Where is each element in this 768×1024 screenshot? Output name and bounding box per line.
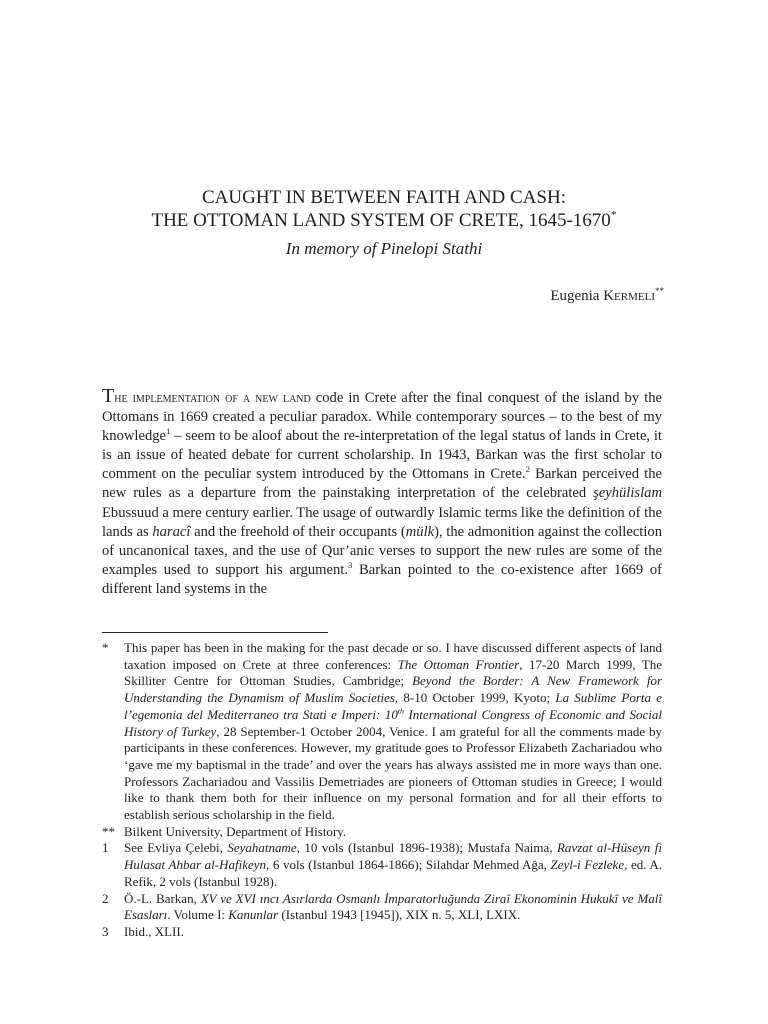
paragraph-text: Barkan perceived the new rules as a departure from the painstaking interpretation of the celebrated (102, 466, 662, 502)
title-line-2 (0, 209, 768, 232)
footnote-text: Bilkent University, Department of History. (124, 823, 347, 839)
title-line-1: CAUGHT IN BETWEEN FAITH AND CASH: (202, 187, 566, 208)
footnote-1 (102, 840, 662, 890)
italic-term: haracî (152, 523, 191, 540)
footnote-span: International Congress of Economic and Social History of Turkey (124, 706, 663, 739)
footnote-italic: The Ottoman Frontier (397, 656, 520, 672)
footnote-text (124, 891, 662, 924)
paragraph-text: Ebussuud a mere century earlier. The usage of outwardly Islamic terms like the definition of the lands as (102, 504, 662, 540)
footnote-span: , 28 September-1 October 2004, Venice. I am grateful for all the comments made by participants in these conferences. However, my gratitude goes to Professor Elizabeth Zachariadou who ‘gave me my baptismal in the trade’ and over the years has always assisted me in more ways than one. Professors Zachariadou and Vassilis Demetriades are pioneers of Ottoman studies in Greece; I would like to thank them both for their influence on my personal formation and for all their efforts to establish serious scholarship in the field. (124, 723, 663, 823)
footnote-ordinal: th (397, 706, 404, 716)
drop-cap: T (102, 385, 115, 407)
footnote-span: (Istanbul 1943 [1945]), XIX n. 5, XLI, LXIX. (278, 907, 521, 923)
footnote-mark: ** (102, 823, 115, 839)
paragraph-text: and the freehold of their occupants ( (190, 523, 406, 540)
footnote-3 (102, 924, 662, 941)
footnote-ref-2[interactable]: 2 (525, 464, 530, 475)
footnote-span: La Sublime Porta e l’egemonia del Mediterraneo tra Stati e Imperi: 10 (124, 690, 663, 722)
author-last-name: Kermeli (603, 288, 655, 304)
paragraph-text: ), the admonition against the collection of uncanonical taxes, and the use of Qur’anic verses to support the new rules are some of the examples used to support his argument. (102, 523, 662, 578)
footnote-divider (102, 632, 328, 633)
footnote-span: , 17-20 March 1999, The Skilliter Centre for Ottoman Studies, Cambridge; (124, 656, 663, 689)
italic-term: şeyhülislam (593, 485, 662, 502)
opening-paragraph (102, 387, 662, 599)
footnote-ref-3[interactable]: 3 (347, 559, 353, 570)
author-footnote-mark: ** (655, 286, 664, 296)
paragraph-text: – seem to be aloof about the re-interpretation of the legal status of lands in Crete, it is an issue of heated debate for current scholarship. In 1943, Barkan was the first scholar to comment on the peculiar system introduced by the Ottomans in Crete. (102, 428, 662, 483)
footnote-italic: Beyond the Border: A New Framework for Understanding the Dynamism of Muslim Societies (124, 673, 662, 706)
footnote-italic: Kanunlar (228, 907, 279, 923)
lead-in-small-caps: he implementation of a new land (114, 390, 311, 406)
footnote-italic: XV ve XVI ıncı Asırlarda Osmanlı İmparatorluğunda Ziraî Ekonominin Hukukî ve Malî Esasları (124, 890, 662, 923)
footnote-2 (102, 891, 662, 924)
paragraph-text: code in Crete after the final conquest of the island by the Ottomans in 1669 created a peculiar paradox. While contemporary sources – to the best of my knowledge (102, 390, 662, 445)
footnote-italic: Seyahatname (227, 840, 297, 856)
footnote-text (124, 640, 662, 824)
footnote-span: See Evliya Çelebi, (124, 840, 228, 856)
footnote-text (124, 840, 662, 890)
footnote-span: , 10 vols (Istanbul 1896-1938); Mustafa Naima, (296, 840, 557, 856)
footnote-span: Ö.-L. Barkan, (124, 890, 201, 906)
footnote-mark: 1 (102, 840, 109, 856)
paragraph-text: Barkan pointed to the co-existence after 1669 of different land systems in the (102, 561, 662, 597)
footnote-text: Ibid., XLII. (124, 923, 184, 939)
author-first-name: Eugenia (550, 288, 600, 304)
footnote-span: This paper has been in the making for the past decade or so. I have discussed different aspects of land taxation imposed on Crete at three conferences: (124, 640, 662, 672)
footnote-span: , ed. A. Refik, 2 vols (Istanbul 1928). (124, 857, 662, 889)
title-line-2-text: THE OTTOMAN LAND SYSTEM OF CRETE, 1645-1670 (151, 210, 611, 231)
footnote-mark: 2 (102, 890, 109, 906)
footnote-span: . Volume I: (167, 907, 229, 923)
footnote-span: , 8-10 October 1999, Kyoto; (394, 690, 556, 706)
main-text (102, 387, 662, 599)
title-footnote-mark: * (610, 209, 617, 222)
footnotes (102, 640, 662, 941)
footnote-span: , 6 vols (Istanbul 1864-1866); Silahdar Mehmed Ağa, (266, 857, 551, 873)
footnote-italic: Ravzat al-Hüseyn fi Hulasat Ahbar al-Hafikeyn (124, 840, 662, 873)
footnote-ref-1[interactable]: 1 (166, 426, 171, 437)
footnote-mark: * (102, 640, 109, 655)
italic-term: mülk (405, 523, 435, 540)
dedication: In memory of Pinelopi Stathi (285, 239, 483, 258)
footnote-star (102, 640, 662, 824)
footnote-italic: Zeyl-i Fezleke (550, 857, 625, 873)
footnote-mark: 3 (102, 923, 109, 939)
author (550, 288, 664, 305)
footnote-double-star (102, 824, 662, 841)
